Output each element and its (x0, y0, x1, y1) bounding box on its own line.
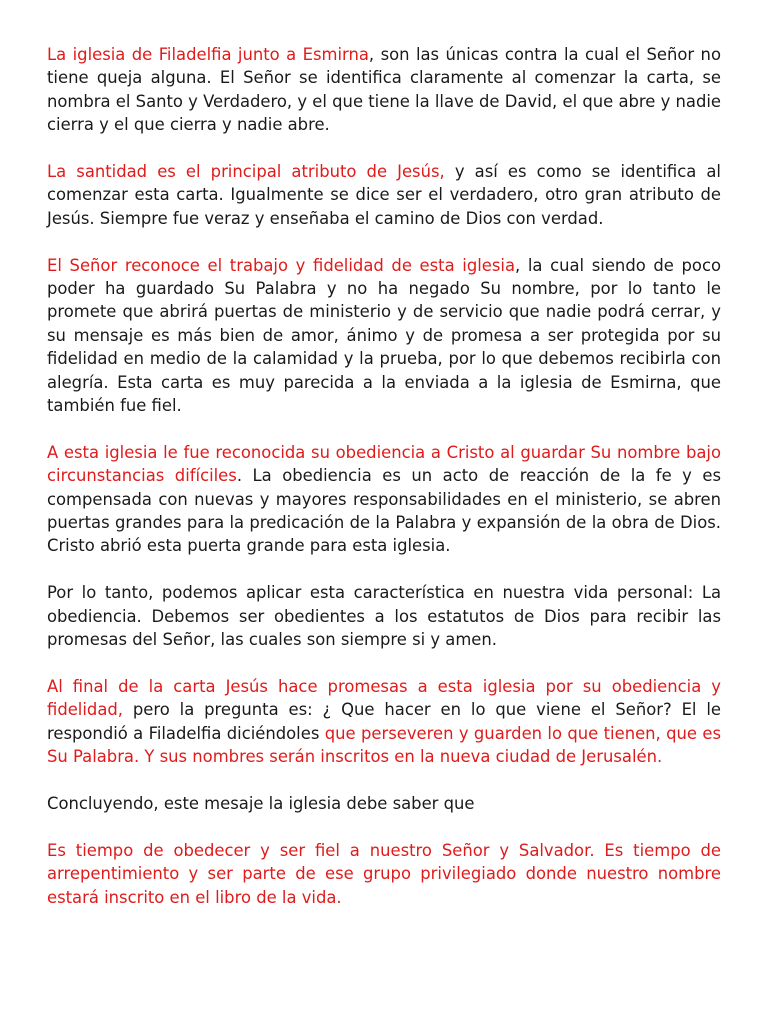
body-text: , la cual siendo de poco poder ha guardado Su Palabra y no ha negado Su nombre, por lo tanto le promete que abrirá puertas de ministerio y de servicio que nadie podrá cerrar, y su mensaje es más bien de amor, ánimo y de promesa a ser protegida por su fidelidad en medio de la calamidad y la prueba, por lo que debemos recibirla con alegría. Esta carta es muy parecida a la enviada a la iglesia de Esmirna, que también fue fiel. (47, 255, 721, 416)
body-text: Por lo tanto, podemos aplicar esta característica en nuestra vida personal: La obediencia. Debemos ser obedientes a los estatutos de Dios para recibir las promesas del Señor, las cuales son siempre si y amen. (47, 583, 721, 650)
highlighted-text: La santidad es el principal atributo de Jesús, (47, 162, 445, 182)
body-text: y así es como se identifica al comenzar esta carta. Igualmente se dice ser el verdadero, otro gran atributo de Jesús. Siempre fue veraz y enseñaba el camino de Dios con verdad. (47, 162, 721, 228)
paragraph-8 (47, 839, 721, 909)
highlighted-text: A esta iglesia le fue reconocida su obediencia a Cristo al guardar Su nombre bajo circunstancias difíciles (47, 442, 721, 486)
highlighted-text: que perseveren y guarden lo que tienen, que es Su Palabra. Y sus nombres serán inscritos en la nueva ciudad de Jerusalén. (47, 723, 721, 767)
highlighted-text: Al final de la carta Jesús hace promesas a esta iglesia por su obediencia y fidelidad, (47, 676, 721, 720)
paragraph-4 (47, 441, 721, 558)
paragraph-1 (47, 43, 721, 137)
highlighted-text: Es tiempo de obedecer y ser fiel a nuestro Señor y Salvador. Es tiempo de arrepentimiento y ser parte de ese grupo privilegiado donde nuestro nombre estará inscrito en el libro de la vida. (47, 840, 721, 907)
body-text: pero la pregunta es: ¿ Que hacer en lo que viene el Señor? El le respondió a Filadelfia diciéndoles (47, 700, 721, 743)
highlighted-text: El Señor reconoce el trabajo y fidelidad de esta iglesia (47, 255, 516, 275)
paragraph-7 (47, 792, 721, 815)
paragraph-5 (47, 581, 721, 651)
paragraph-6 (47, 675, 721, 769)
paragraph-3 (47, 254, 721, 418)
paragraph-2 (47, 160, 721, 230)
body-text: Concluyendo, este mesaje la iglesia debe saber que (47, 793, 475, 813)
body-text: . La obediencia es un acto de reacción de la fe y es compensada con nuevas y mayores responsabilidades en el ministerio, se abren puertas grandes para la predicación de la Palabra y expansión de la obra de Dios. Cristo abrió esta puerta grande para esta iglesia. (47, 466, 721, 556)
document-page (47, 43, 721, 932)
highlighted-text: La iglesia de Filadelfia junto a Esmirna (47, 45, 369, 64)
body-text: , son las únicas contra la cual el Señor no tiene queja alguna. El Señor se identifica claramente al comenzar la carta, se nombra el Santo y Verdadero, y el que tiene la llave de David, el que abre y nadie cierra y el que cierra y nadie abre. (47, 45, 721, 135)
